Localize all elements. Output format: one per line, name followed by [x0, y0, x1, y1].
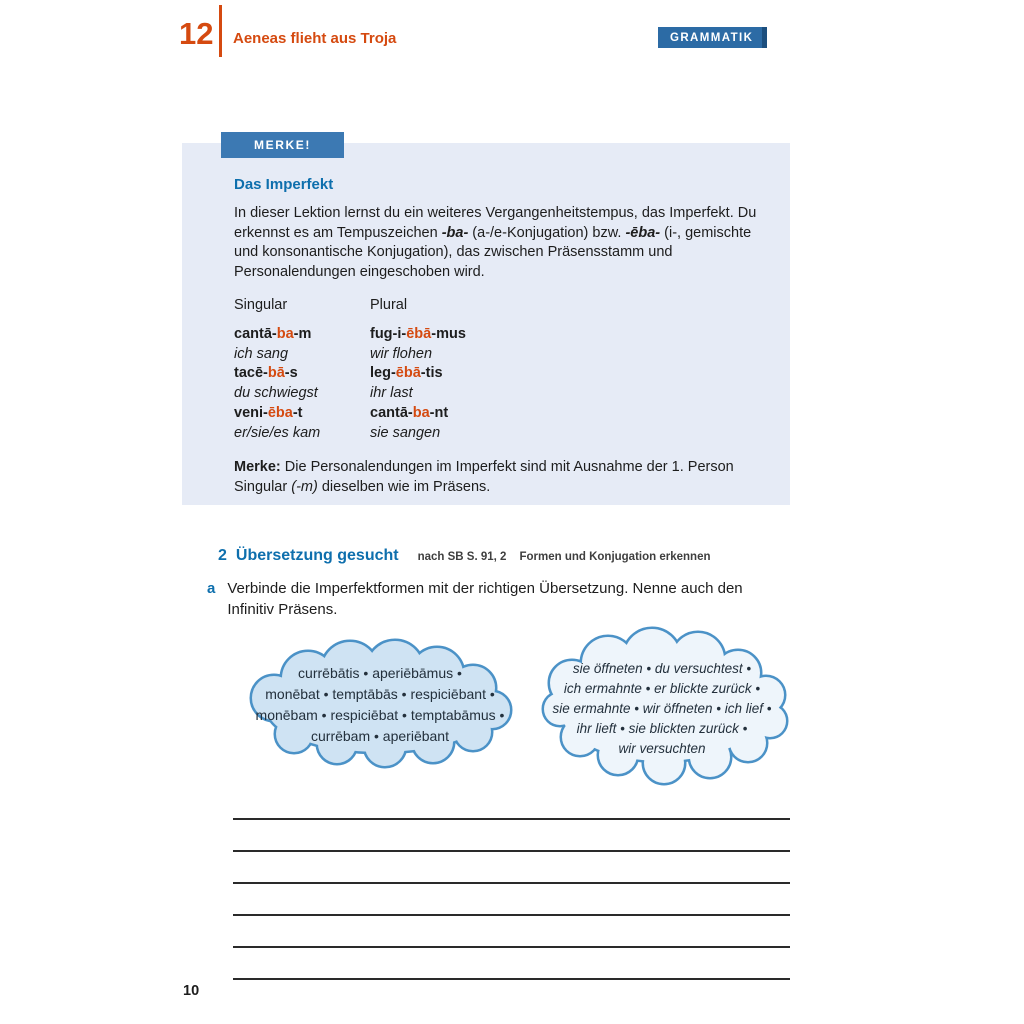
form-stem: fug-i- [370, 326, 407, 343]
note-em: (-m) [291, 478, 318, 495]
plural-form [370, 325, 466, 345]
note-text: dieselben wie im Präsens. [317, 478, 491, 495]
note-label: Merke: [234, 459, 281, 476]
item-letter: a [207, 580, 216, 597]
plural-form [370, 404, 466, 424]
table-row [234, 404, 466, 424]
exercise-item-a [207, 579, 787, 620]
plural-translation: sie sangen [370, 424, 441, 441]
exercise-heading [218, 547, 710, 565]
latin-forms-cloud [230, 636, 530, 774]
answer-line[interactable] [233, 884, 790, 916]
table-row [234, 364, 466, 384]
exercise-reference: nach SB S. 91, 2 [417, 551, 507, 563]
form-tempuszeichen: ēba [267, 404, 293, 421]
cloud-line: monēbam • respiciēbat • temptabāmus • [255, 707, 505, 723]
singular-translation: ich sang [234, 345, 289, 362]
singular-translation: er/sie/es kam [234, 424, 321, 441]
singular-translation: du schwiegst [234, 385, 318, 402]
cloud-line: ich ermahnte • er blickte zurück • [563, 681, 761, 696]
merke-box [182, 138, 790, 505]
singular-header: Singular [234, 297, 288, 314]
form-ending: -mus [431, 326, 466, 343]
form-stem: cantā- [370, 404, 413, 421]
exercise-competence: Formen und Konjugation erkennen [519, 551, 711, 563]
form-ending: -tis [420, 365, 443, 382]
cloud-line: currēbātis • aperiēbāmus • [298, 665, 462, 681]
table-row [234, 345, 466, 365]
cloud-line: ihr lieft • sie blickten zurück • [576, 721, 748, 736]
answer-line[interactable] [233, 916, 790, 948]
answer-line[interactable] [233, 852, 790, 884]
table-row [234, 325, 466, 345]
german-translations-cloud [526, 625, 798, 793]
item-instruction: Verbinde die Imperfektformen mit der richtigen Übersetzung. Nenne auch den Infinitiv Präsens. [227, 580, 743, 618]
cloud-line: wir versuchten [618, 741, 706, 756]
form-stem: veni- [234, 404, 268, 421]
merke-content [182, 143, 790, 497]
singular-form [234, 325, 370, 345]
imperfekt-forms-table [234, 296, 466, 443]
answer-line[interactable] [233, 820, 790, 852]
lesson-title: Aeneas flieht aus Troja [233, 30, 397, 47]
plural-translation: ihr last [370, 385, 413, 402]
exercise-title: Übersetzung gesucht [235, 547, 399, 564]
form-stem: tacē- [234, 365, 268, 382]
intro-segment: (i-, gemischte und konsonantische Konjugation), das zwischen Präsensstamm und Personalendungen eingeschoben wird. [234, 224, 752, 280]
answer-line[interactable] [233, 948, 790, 980]
latin-forms-list [230, 636, 530, 774]
form-tempuszeichen: ba [412, 404, 430, 421]
form-ending: -m [293, 326, 312, 343]
intro-segment: (a-/e-Konjugation) bzw. [468, 224, 626, 241]
cloud-line: sie ermahnte • wir öffneten • ich lief • [552, 701, 772, 716]
answer-lines [233, 788, 790, 980]
table-row [234, 384, 466, 404]
note-text: Die Personalendungen im Imperfekt sind mit Ausnahme der 1. Person Singular [234, 459, 734, 495]
plural-header: Plural [370, 297, 408, 314]
merke-note [234, 458, 762, 497]
singular-form [234, 364, 370, 384]
form-tempuszeichen: bā [267, 365, 285, 382]
intro-segment: In dieser Lektion lernst du ein weiteres Vergangenheitstempus, das Imperfekt. Du erkennst es am Tempuszeichen [234, 205, 757, 241]
grammatik-badge: GRAMMATIK [658, 27, 767, 48]
form-stem: leg- [370, 365, 396, 382]
form-tempuszeichen: ēbā [406, 326, 432, 343]
tempuszeichen-eba: -ēba- [625, 224, 661, 241]
table-row [234, 424, 466, 444]
cloud-line: sie öffneten • du versuchtest • [572, 661, 752, 676]
exercise-number: 2 [218, 547, 227, 564]
form-tempuszeichen: ba [276, 326, 294, 343]
tempuszeichen-ba: -ba- [441, 224, 469, 241]
form-ending: -s [284, 365, 298, 382]
form-stem: cantā- [234, 326, 277, 343]
cloud-line: monēbat • temptābās • respiciēbant • [265, 686, 495, 702]
lesson-number: 12 [179, 16, 214, 51]
page-number: 10 [183, 983, 200, 999]
header-divider [219, 5, 222, 57]
form-ending: -t [292, 404, 303, 421]
german-translations-list [526, 625, 798, 793]
merke-tab: MERKE! [221, 132, 344, 158]
singular-form [234, 404, 370, 424]
form-ending: -nt [429, 404, 449, 421]
merke-intro [234, 204, 768, 282]
form-tempuszeichen: ēbā [395, 365, 421, 382]
plural-translation: wir flohen [370, 345, 433, 362]
merke-heading: Das Imperfekt [234, 176, 334, 193]
plural-form [370, 364, 466, 384]
answer-line[interactable] [233, 788, 790, 820]
cloud-line: currēbam • aperiēbant [311, 728, 449, 744]
